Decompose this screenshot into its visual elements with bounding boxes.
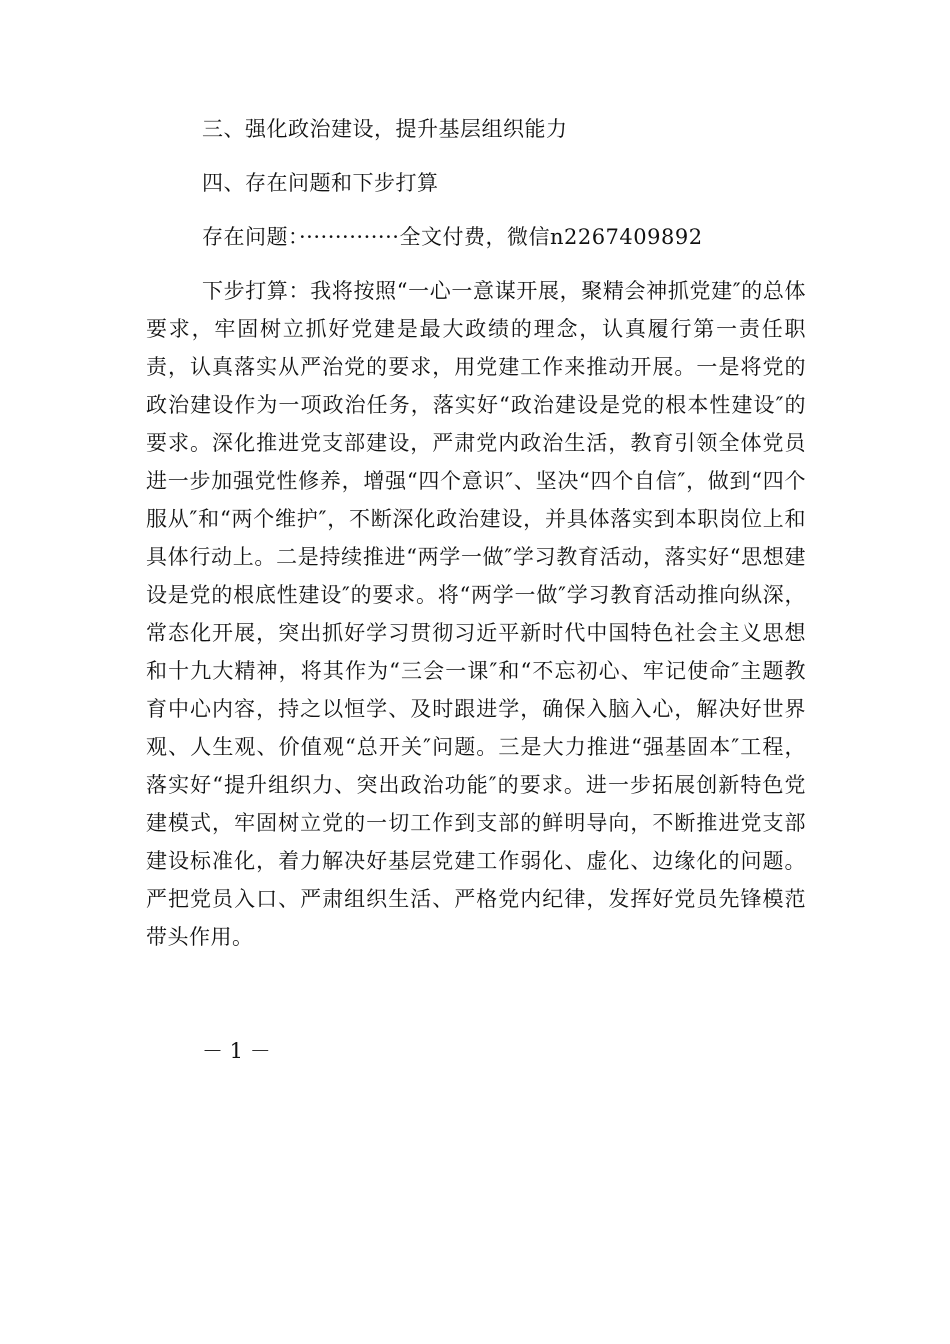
plan-paragraph: 下步打算：我将按照“一心一意谋开展，聚精会神抓党建″的总体要求，牢固树立抓好党建是最大政绩的理念，认真履行第一责任职责，认真落实从严治党的要求，用党建工作来推动开展。一是将党的政治建设作为一项政治任务，落实好“政治建设是党的根本性建设″的要求。深化推进党支部建设，严肃党内政治生活，教育引领全体党员进一步加强党性修养，增强“四个意识″、坚决“四个自信″，做到“四个服从″和“两个维护″，不断深化政治建设，并具体落实到本职岗位上和具体行动上。二是持续推进“两学一做″学习教育活动，落实好“思想建设是党的根底性建设″的要求。将“两学一做″学习教育活动推向纵深，常态化开展，突出抓好学习贯彻习近平新时代中国特色社会主义思想和十九大精神，将其作为“三会一课″和“不忘初心、牢记使命″主题教育中心内容，持之以恒学、及时跟进学，确保入脑入心，解决好世界观、人生观、价值观“总开关″问题。三是大力推进“强基固本″工程，落实好“提升组织力、突出政治功能″的要求。进一步拓展创新特色党建模式，牢固树立党的一切工作到支部的鲜明导向，不断推进党支部建设标准化，着力解决好基层党建工作弱化、虚化、边缘化的问题。严把党员入口、严肃组织生活、严格党内纪律，发挥好党员先锋模范带头作用。	[146, 279, 806, 949]
problems-paragraph: 存在问题：··············全文付费，微信n2267409892	[202, 225, 703, 249]
document-body	[146, 110, 806, 956]
section-heading-4: 四、存在问题和下步打算	[202, 171, 439, 195]
page-number: － 1 －	[202, 1039, 271, 1063]
section-heading-3: 三、强化政治建设，提升基层组织能力	[202, 117, 568, 141]
